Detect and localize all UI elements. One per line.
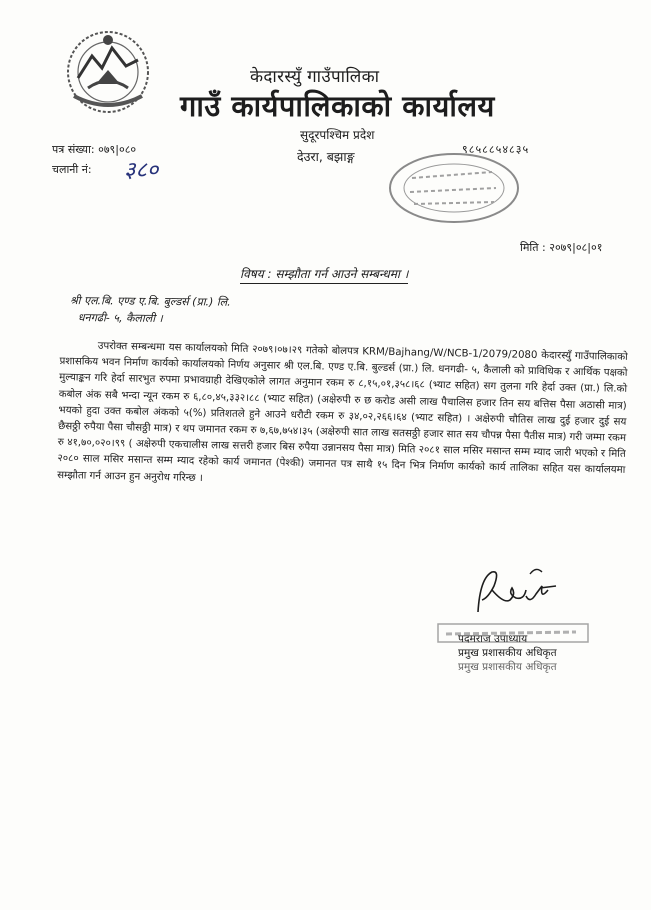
phone-number: ९८५८८५४८३५ [462,143,530,156]
signatory-title-stamp: प्रमुख प्रशासकीय अधिकृत [458,661,557,673]
dispatch-label: चलानी नं: [52,163,92,176]
government-emblem-logo [62,26,154,118]
letter-number: पत्र संख्या: ०७९|०८० [52,143,137,156]
signatory-name: पदमराज उपाध्याय [458,633,528,645]
signatory-block [458,632,557,674]
office-address: देउरा, बझाङ्ग [297,149,355,164]
municipality-name: केदारस्युँ गाउँपालिका [250,67,380,87]
recipient-name: श्री एल.बि. एण्ड ए.बि. बुल्डर्स (प्रा.) लि. [69,293,231,309]
recipient-block [70,292,231,328]
dispatch-number-handwritten: ३८० [124,158,159,183]
handwritten-signature [470,560,560,630]
office-stamp [382,148,522,228]
office-title: गाउँ कार्यपालिकाको कार्यालय [180,89,495,123]
province-name: सुदूरपश्चिम प्रदेश [300,128,375,142]
recipient-address: धनगढी- ५, कैलाली । [77,311,163,325]
letter-body: उपरोक्त सम्बन्धमा यस कार्यालयको मिति २०७९।०७।२९ गतेको बोलपत्र KRM/Bajhang/W/NCB-1/2079/2080 केदारस्युँ गाउँपालिकाको प्रशासकिय भवन निर्माण कार्यको कार्यालयको निर्णय अनुसार श्री एल.बि. एण्ड ए.बि. बुल्डर्स (प्रा.) लि. धनगढी- ५, कैलाली को प्राविधिक र आर्थिक पक्षको मुल्याङ्कन गरि हेर्दा सारभुत रुपमा प्रभावग्राही देखिएकोले लागत अनुमान रकम रु ८,१५,०१,३५८।६८ (भ्याट सहित) सग तुलना गरि हेर्दा उक्त (प्रा.) लि.को कबोल अंक सबै भन्दा न्यून रकम रु ६,८०,४५,३३२।८८ (भ्याट सहित) (अक्षेरुपी रु छ करोड असी लाख पैचालिस हजार तिन सय बत्तिस पैसा अठासी मात्र) भयको हुदा उक्त कबोल अंकको ५(%) प्रतिशतले हुने आउने धरौटी रकम रु ३४,०२,२६६।६४ (भ्याट सहित) । अक्षेरुपी चौतिस लाख दुई हजार दुई सय छैसठ्ठी रुपैया पैसा चौसठ्ठी मात्र) र थप जमानत रकम रु ७,६७,७५४।३५ (अक्षेरुपी सात लाख सतसठ्ठी हजार सात सय चौपन्न पैसा पैतीस मात्र) गरी जम्मा रकम रु ४१,७०,०२०।९९ ( अक्षेरुपी एकचालीस लाख सत्तरी हजार बिस रुपैया उन्नानसय पैसा मात्र) मिति २०८१ साल मसिर मसान्त सम्म म्याद जारी भएको र मिति २०८० साल मसिर मसान्त सम्म म्याद रहेको कार्य जमानत (पेश्की) जमानत पत्र साथै १५ दिन भित्र निर्माण कार्यको कार्य तालिका सहित यस कार्यालयमा सम्झौता गर्न आउन हुन अनुरोध गरिन्छ । [57,340,628,484]
letter-subject: विषय : सम्झौता गर्न आउने सम्बन्धमा । [240,265,408,284]
signatory-title: प्रमुख प्रशासकीय अधिकृत [458,647,557,659]
letter-date: मिति : २०७९|०८|०१ [520,241,603,254]
